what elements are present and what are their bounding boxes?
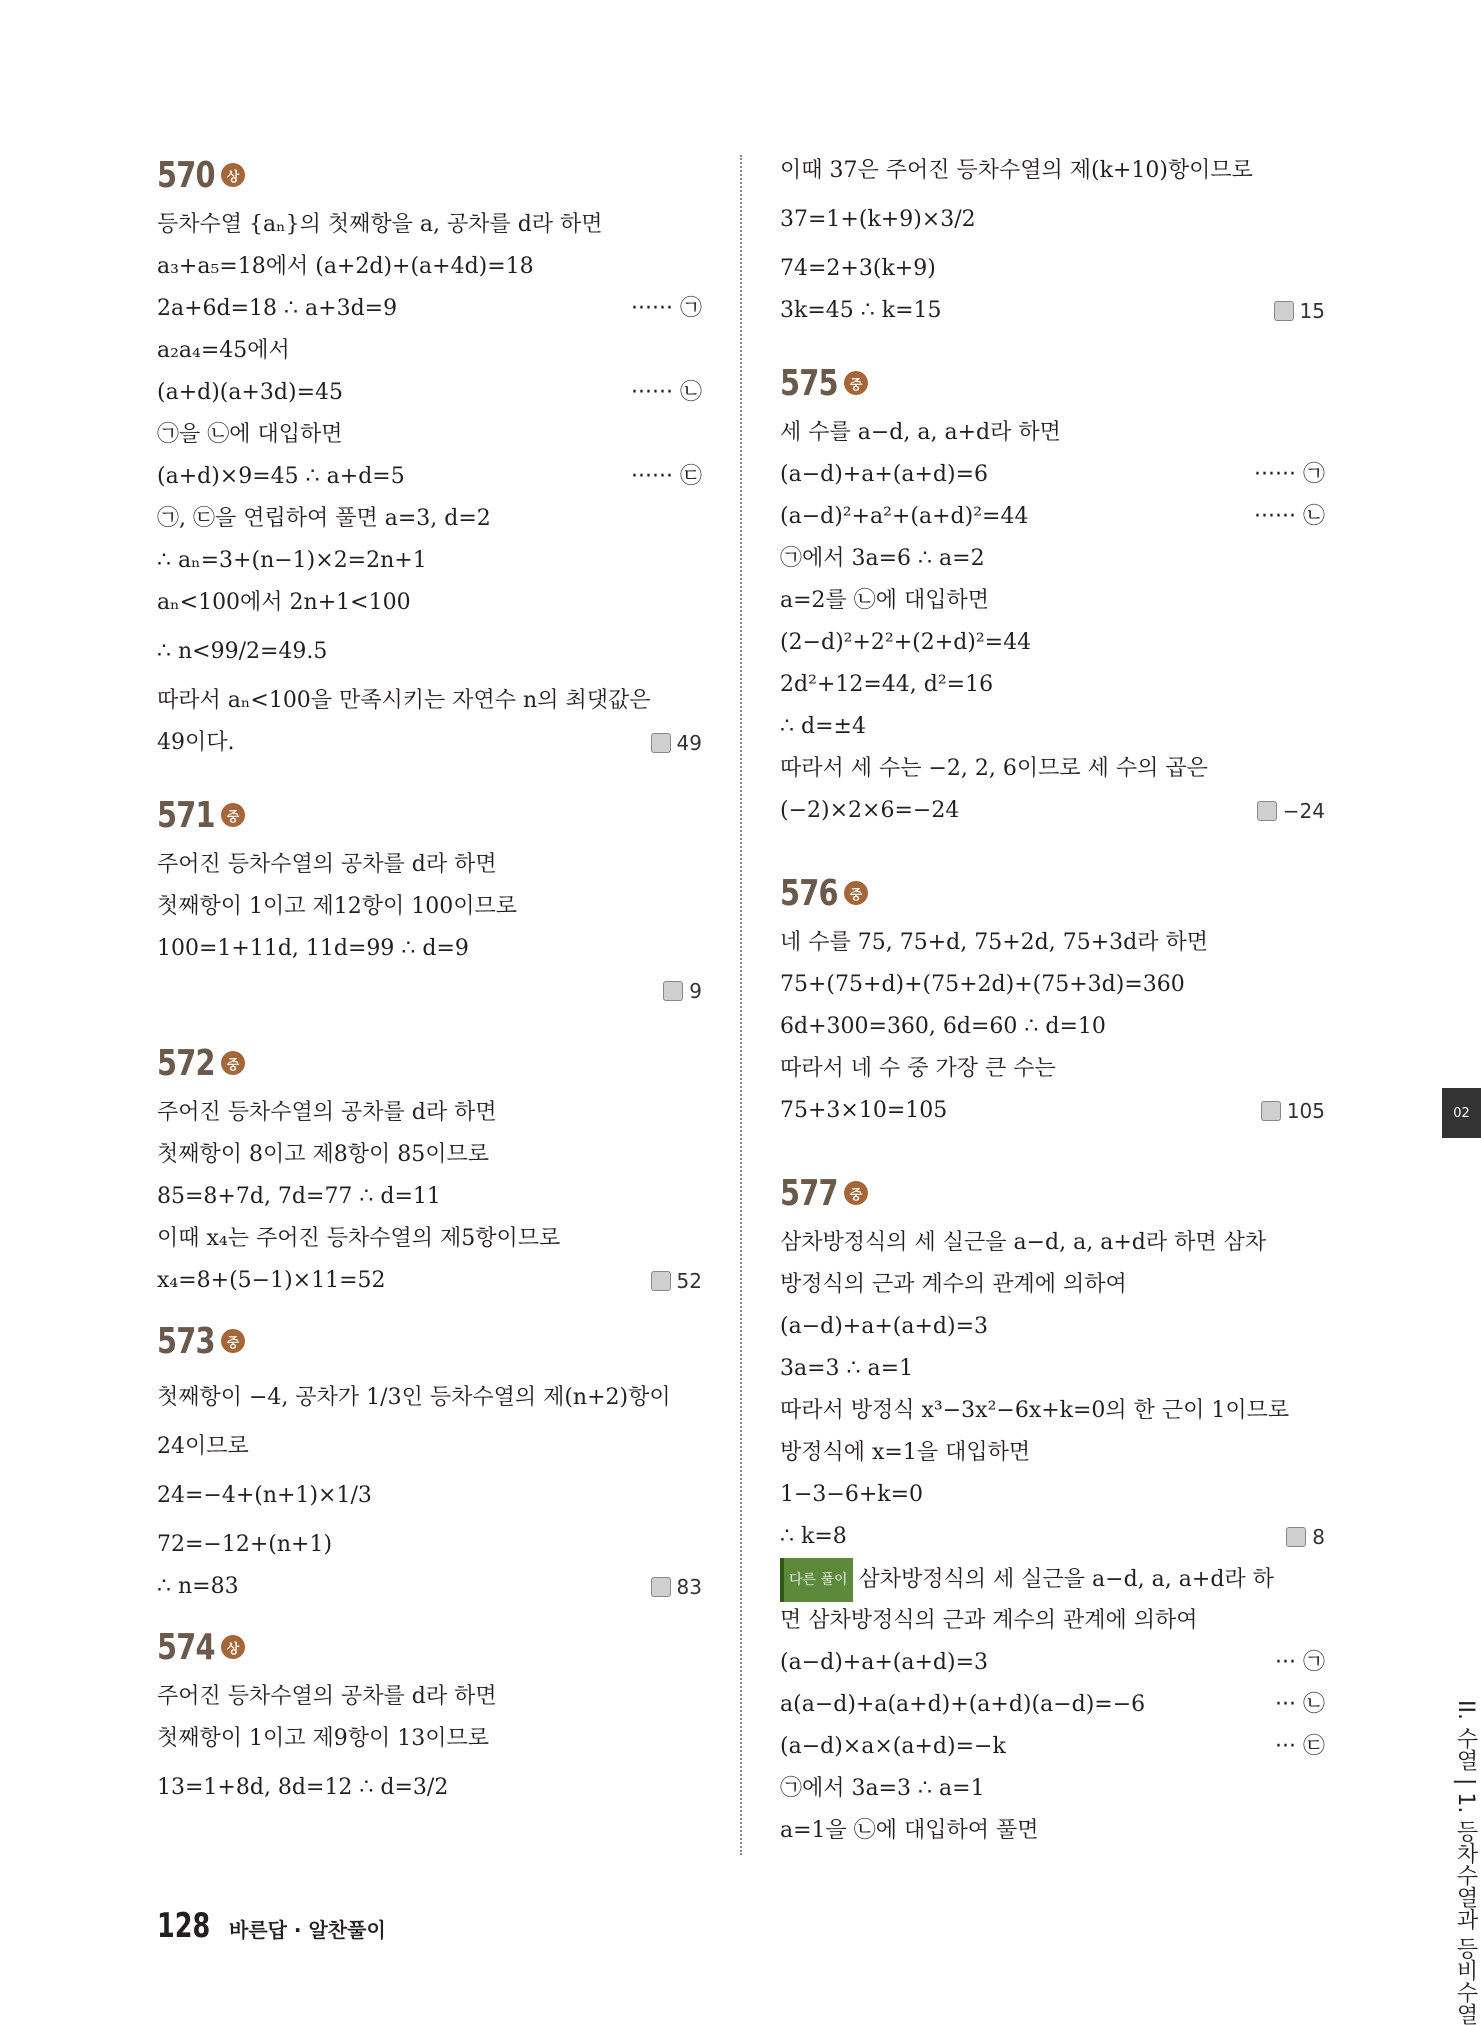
line-text: 첫째항이 1이고 제9항이 13이므로 [157,1726,489,1751]
solution-line [780,664,1325,706]
answer [1257,790,1325,832]
solution-line [157,970,702,1012]
answer [651,722,702,764]
line-text: 2a+6d=18 ∴ a+3d=9 [157,296,398,321]
problem-577 [780,1168,1325,1852]
answer-icon [1261,1101,1281,1121]
line-text: 24이므로 [157,1434,249,1459]
solution-line [780,922,1325,964]
solution-line [780,1306,1325,1348]
solution-line [780,1090,1325,1132]
chapter-side-title: II. 수열 | 1. 등차수열과 등비수열 [1453,1700,1478,2025]
problem-575 [780,358,1325,832]
solution-line [780,1558,1325,1600]
page-footer [157,1906,386,1946]
solution-line [157,330,702,372]
line-text: 2d²+12=44, d²=16 [780,672,994,697]
answer [1286,1516,1325,1558]
line-text: ∴ aₙ=3+(n−1)×2=2n+1 [157,548,427,573]
problem-number: 570 [157,154,215,196]
solution-line [157,414,702,456]
solution-line [780,964,1325,1006]
line-text: 72=−12+(n+1) [157,1532,333,1557]
solution-line [157,886,702,928]
equation-marker: ······ ㉢ [631,464,702,489]
line-text: 네 수를 75, 75+d, 75+2d, 75+3d라 하면 [780,930,1208,955]
solution-line [157,1760,702,1816]
line-text: 6d+300=360, 6d=60 ∴ d=10 [780,1014,1106,1039]
equation-marker: ······ ㉠ [1254,462,1325,487]
difficulty-badge: 중 [844,371,868,395]
solution-line [157,722,702,764]
solution-line [780,412,1325,454]
problem-number: 574 [157,1626,215,1668]
problem-576 [780,868,1325,1132]
problem-number: 572 [157,1042,215,1084]
solution-line [780,192,1325,248]
line-text: (2−d)²+2²+(2+d)²=44 [780,630,1032,655]
answer-value: 8 [1312,1525,1325,1549]
equation-marker: ··· ㉠ [1275,1650,1325,1675]
difficulty-badge: 중 [844,881,868,905]
solution-line [780,1264,1325,1306]
solution-line [780,1222,1325,1264]
answer-icon [651,1577,671,1597]
difficulty-badge: 중 [221,1329,245,1353]
answer-value: −24 [1282,799,1325,823]
problem-continued [780,150,1325,332]
solution-line [157,1676,702,1718]
problem-header [780,358,1325,408]
line-text: (a+d)(a+3d)=45 [157,380,344,405]
problem-header [780,868,1325,918]
answer-value: 83 [676,1575,702,1599]
solution-line [157,928,702,970]
line-text: 주어진 등차수열의 공차를 d라 하면 [157,852,497,877]
problem-header [780,1168,1325,1218]
solution-line [780,290,1325,332]
solution-line [157,1370,702,1426]
line-text: 3a=3 ∴ a=1 [780,1356,914,1381]
line-text: ㉠을 ㉡에 대입하면 [157,422,343,447]
solution-line [780,454,1325,496]
line-text: ㉠, ㉢을 연립하여 풀면 a=3, d=2 [157,506,491,531]
difficulty-badge: 중 [844,1181,868,1205]
solution-line [780,748,1325,790]
answer [651,1566,702,1608]
line-text: 첫째항이 −4, 공차가 1/3인 등차수열의 제(n+2)항이 [157,1385,671,1410]
line-text: (a−d)+a+(a+d)=3 [780,1314,989,1339]
line-text: (a−d)×a×(a+d)=−k [780,1734,1006,1759]
line-text: 3k=45 ∴ k=15 [780,298,942,323]
answer-value: 49 [676,731,702,755]
solution-line [157,624,702,680]
problem-571 [157,790,702,1012]
line-text: 주어진 등차수열의 공차를 d라 하면 [157,1100,497,1125]
answer [1274,290,1325,332]
answer-icon [651,733,671,753]
solution-line [157,204,702,246]
solution-line [780,1348,1325,1390]
solution-line [157,288,702,330]
solution-line [780,1432,1325,1474]
footer-label: 바른답 · 알찬풀이 [229,1918,386,1942]
line-text: 삼차방정식의 세 실근을 a−d, a, a+d라 하면 삼차 [780,1230,1267,1255]
problem-573 [157,1316,702,1608]
problem-number: 573 [157,1320,215,1362]
line-text: a₃+a₅=18에서 (a+2d)+(a+4d)=18 [157,254,534,279]
solution-line [157,1092,702,1134]
solution-line [157,1218,702,1260]
line-text: 삼차방정식의 세 실근을 a−d, a, a+d라 하 [858,1567,1274,1592]
answer [663,970,702,1012]
answer [651,1260,702,1302]
solution-line [780,1516,1325,1558]
solution-line [157,1260,702,1302]
equation-marker: ······ ㉡ [1254,504,1325,529]
problem-header [157,150,702,200]
solution-line [157,1718,702,1760]
line-text: (a+d)×9=45 ∴ a+d=5 [157,464,405,489]
solution-line [780,1474,1325,1516]
solution-line [157,1468,702,1524]
line-text: 따라서 aₙ<100을 만족시키는 자연수 n의 최댓값은 [157,688,651,713]
line-text: (a−d)+a+(a+d)=6 [780,462,989,487]
line-text: ∴ d=±4 [780,714,866,739]
line-text: a(a−d)+a(a+d)+(a+d)(a−d)=−6 [780,1692,1146,1717]
line-text: (−2)×2×6=−24 [780,798,960,823]
line-text: a=1을 ㉡에 대입하여 풀면 [780,1818,1039,1843]
solution-line [157,1566,702,1608]
problem-header [157,1622,702,1672]
line-text: 따라서 방정식 x³−3x²−6x+k=0의 한 근이 1이므로 [780,1398,1290,1423]
line-text: 세 수를 a−d, a, a+d라 하면 [780,420,1061,445]
solution-line [780,1726,1325,1768]
solution-line [157,498,702,540]
solution-line [780,1390,1325,1432]
line-text: x₄=8+(5−1)×11=52 [157,1268,386,1293]
answer-value: 105 [1286,1099,1325,1123]
page-number: 128 [157,1906,211,1946]
solution-line [157,1524,702,1566]
solution-line [780,1810,1325,1852]
answer-icon [1274,301,1294,321]
solution-line [780,1006,1325,1048]
right-column [780,150,1325,1852]
solution-line [157,1176,702,1218]
line-text: 85=8+7d, 7d=77 ∴ d=11 [157,1184,441,1209]
line-text: 13=1+8d, 8d=12 ∴ d=3/2 [157,1775,449,1800]
line-text: 따라서 네 수 중 가장 큰 수는 [780,1056,1056,1081]
column-divider [740,155,742,1855]
solution-line [780,1642,1325,1684]
solution-line [780,580,1325,622]
line-text: (a−d)+a+(a+d)=3 [780,1650,989,1675]
problem-574 [157,1622,702,1816]
difficulty-badge: 중 [221,1051,245,1075]
problem-number: 571 [157,794,215,836]
solution-line [780,1684,1325,1726]
solution-line [157,844,702,886]
solution-line [157,540,702,582]
answer-value: 15 [1299,299,1325,323]
problem-header [157,1038,702,1088]
line-text: 첫째항이 8이고 제8항이 85이므로 [157,1142,489,1167]
solution-line [780,1600,1325,1642]
line-text: 면 삼차방정식의 근과 계수의 관계에 의하여 [780,1608,1198,1633]
problem-572 [157,1038,702,1302]
line-text: 따라서 세 수는 −2, 2, 6이므로 세 수의 곱은 [780,756,1208,781]
answer-icon [1286,1527,1306,1547]
line-text: 24=−4+(n+1)×1/3 [157,1483,372,1508]
solution-line [780,538,1325,580]
line-text: a=2를 ㉡에 대입하면 [780,588,990,613]
solution-line [157,1426,702,1468]
line-text: 첫째항이 1이고 제12항이 100이므로 [157,894,517,919]
answer-icon [663,981,683,1001]
line-text: (a−d)²+a²+(a+d)²=44 [780,504,1029,529]
answer-icon [651,1271,671,1291]
equation-marker: ··· ㉢ [1275,1734,1325,1759]
difficulty-badge: 중 [221,803,245,827]
line-text: 방정식의 근과 계수의 관계에 의하여 [780,1272,1127,1297]
chapter-tab: 02 [1442,1088,1481,1138]
answer [1261,1090,1325,1132]
solution-line [157,372,702,414]
line-text: 주어진 등차수열의 공차를 d라 하면 [157,1684,497,1709]
difficulty-badge: 상 [221,1635,245,1659]
problem-number: 576 [780,872,838,914]
line-text: ∴ n=83 [157,1574,239,1599]
problem-number: 577 [780,1172,838,1214]
line-text: 37=1+(k+9)×3/2 [780,207,976,232]
line-text: 74=2+3(k+9) [780,256,936,281]
line-text: 75+(75+d)+(75+2d)+(75+3d)=360 [780,972,1185,997]
problem-570 [157,150,702,764]
line-text: aₙ<100에서 2n+1<100 [157,590,411,615]
solution-line [780,150,1325,192]
answer-value: 9 [689,979,702,1003]
equation-marker: ······ ㉠ [631,296,702,321]
answer-icon [1257,801,1277,821]
problem-number: 575 [780,362,838,404]
line-text: ㉠에서 3a=3 ∴ a=1 [780,1776,985,1801]
line-text: 1−3−6+k=0 [780,1482,924,1507]
left-column [157,150,702,1816]
line-text: 이때 x₄는 주어진 등차수열의 제5항이므로 [157,1226,561,1251]
problem-header [157,1316,702,1366]
difficulty-badge: 상 [221,163,245,187]
solution-line [780,496,1325,538]
equation-marker: ··· ㉡ [1275,1692,1325,1717]
line-text: ∴ k=8 [780,1524,847,1549]
problem-header [157,790,702,840]
solution-line [157,246,702,288]
line-text: 100=1+11d, 11d=99 ∴ d=9 [157,936,469,961]
line-text: 이때 37은 주어진 등차수열의 제(k+10)항이므로 [780,158,1253,183]
line-text: a₂a₄=45에서 [157,338,290,363]
solution-line [780,1048,1325,1090]
solution-line [157,456,702,498]
line-text: 49이다. [157,730,235,755]
answer-value: 52 [676,1269,702,1293]
solution-line [157,582,702,624]
line-text: 방정식에 x=1을 대입하면 [780,1440,1031,1465]
equation-marker: ······ ㉡ [631,380,702,405]
line-text: 75+3×10=105 [780,1098,948,1123]
alternate-solution-label: 다른 풀이 [780,1558,853,1602]
solution-line [780,622,1325,664]
solution-line [157,680,702,722]
line-text: ∴ n<99/2=49.5 [157,639,328,664]
solution-line [780,706,1325,748]
solution-line [157,1134,702,1176]
line-text: 등차수열 {aₙ}의 첫째항을 a, 공차를 d라 하면 [157,212,603,237]
solution-line [780,1768,1325,1810]
solution-line [780,790,1325,832]
line-text: ㉠에서 3a=6 ∴ a=2 [780,546,985,571]
solution-line [780,248,1325,290]
